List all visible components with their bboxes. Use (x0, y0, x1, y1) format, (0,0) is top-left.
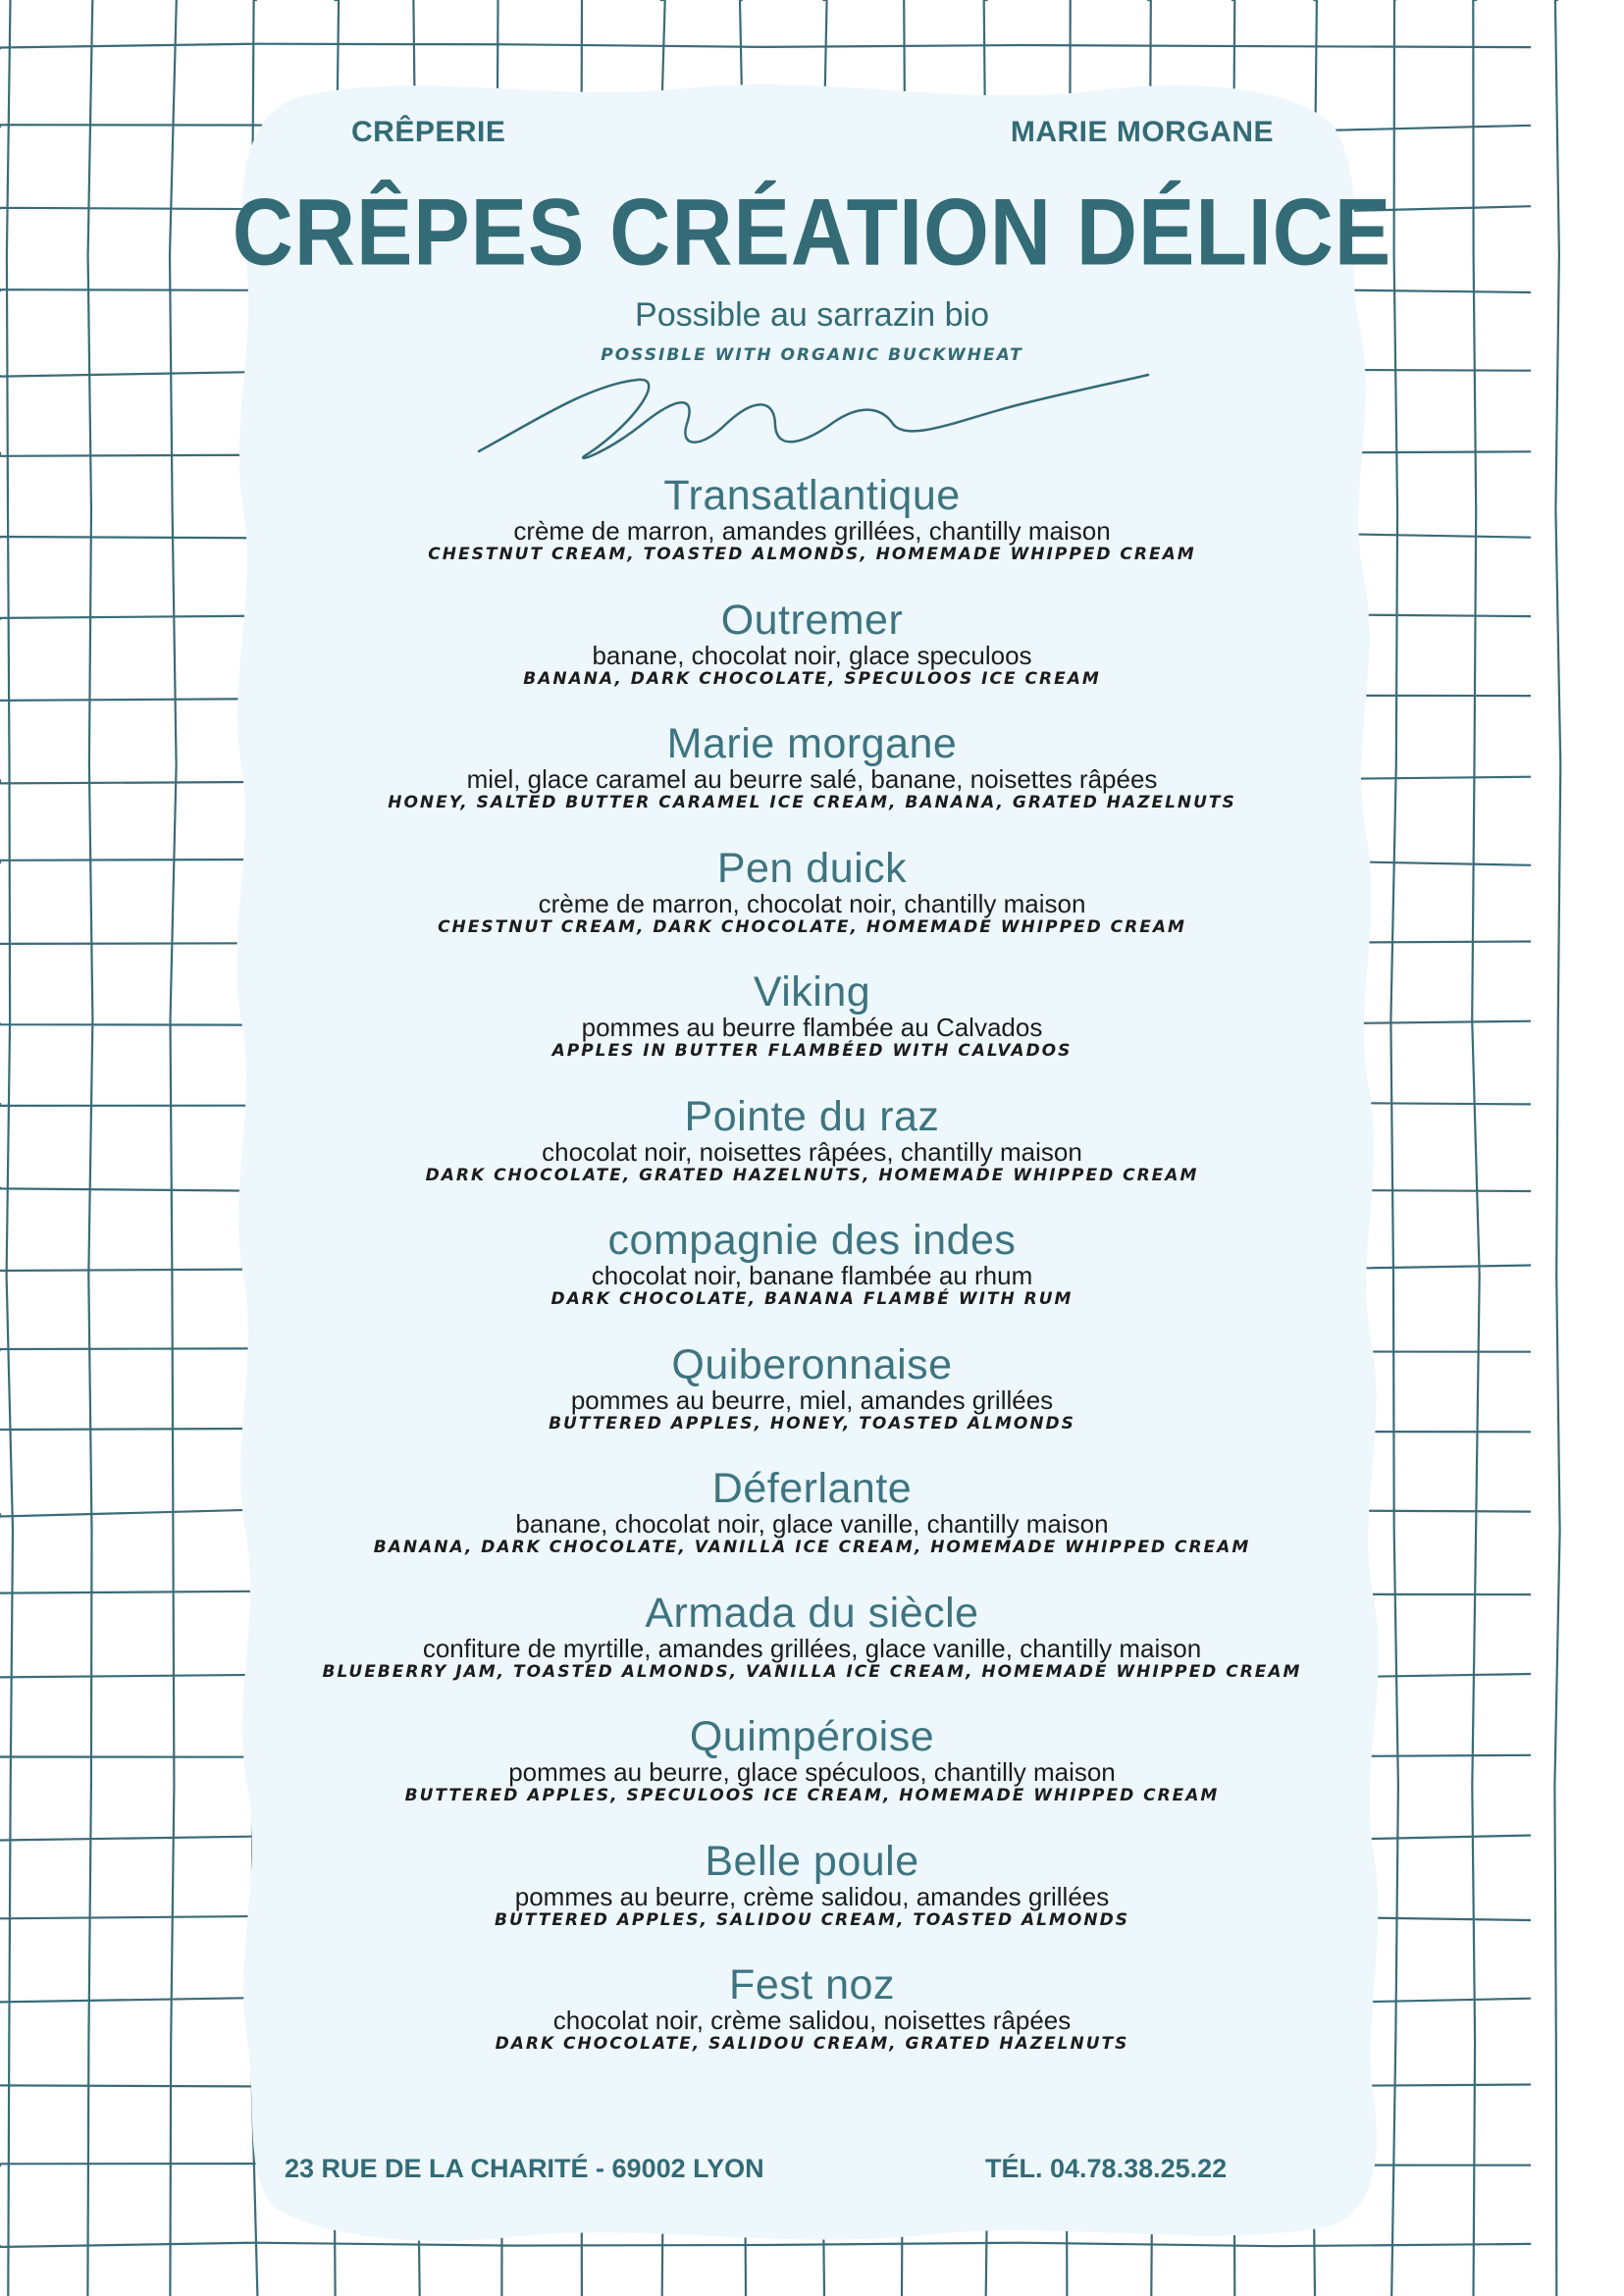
menu-item (245, 721, 1379, 846)
menu-item (245, 1591, 1379, 1715)
crepe-list (245, 473, 1379, 2087)
crepe-name: Quimpéroise (689, 1713, 935, 1760)
menu-item (245, 1714, 1379, 1839)
subtitle-french: Possible au sarrazin bio (635, 296, 989, 334)
crepe-description-en: DARK CHOCOLATE, BANANA FLAMBÉ WITH RUM (550, 1289, 1074, 1309)
crepe-description-en: BANANA, DARK CHOCOLATE, SPECULOOS ICE CREAM (523, 668, 1101, 689)
menu-item (245, 473, 1379, 598)
creperie-label: CRÊPERIE (351, 116, 506, 148)
menu-item (245, 969, 1379, 1094)
crepe-description-fr: miel, glace caramel au beurre salé, banane, noisettes râpées (466, 764, 1158, 794)
crepe-name: Pointe du raz (684, 1092, 940, 1140)
crepe-name: Fest noz (729, 1961, 895, 2009)
crepe-description-en: CHESTNUT CREAM, TOASTED ALMONDS, HOMEMADE WHIPPED CREAM (428, 545, 1196, 564)
address: 23 RUE DE LA CHARITÉ - 69002 LYON (285, 2154, 764, 2183)
crepe-name: Déferlante (711, 1465, 913, 1512)
crepe-description-en: BUTTERED APPLES, HONEY, TOASTED ALMONDS (549, 1413, 1075, 1434)
phone-number: TÉL. 04.78.38.25.22 (985, 2154, 1228, 2183)
crepe-description-en: DARK CHOCOLATE, GRATED HAZELNUTS, HOMEMADE WHIPPED CREAM (425, 1165, 1199, 1185)
crepe-description-fr: confiture de myrtille, amandes grillées, glace vanille, chantilly maison (422, 1633, 1202, 1663)
crepe-name: Outremer (720, 596, 904, 644)
crepe-description-fr: banane, chocolat noir, glace vanille, chantilly maison (515, 1509, 1109, 1539)
crepe-description-fr: pommes au beurre, miel, amandes grillées (570, 1384, 1054, 1415)
menu-item (245, 1962, 1379, 2087)
crepe-description-en: DARK CHOCOLATE, SALIDOU CREAM, GRATED HAZELNUTS (495, 2034, 1129, 2054)
crepe-description-en: BLUEBERRY JAM, TOASTED ALMONDS, VANILLA ICE CREAM, HOMEMADE WHIPPED CREAM (322, 1661, 1302, 1682)
restaurant-name: MARIE MORGANE (1010, 116, 1274, 148)
crepe-name: Transatlantique (663, 472, 961, 519)
crepe-description-en: BUTTERED APPLES, SALIDOU CREAM, TOASTED ALMONDS (495, 1909, 1129, 1930)
crepe-description-fr: pommes au beurre, crème salidou, amandes grillées (514, 1881, 1110, 1911)
crepe-description-en: CHESTNUT CREAM, DARK CHOCOLATE, HOMEMADE WHIPPED CREAM (438, 916, 1186, 937)
crepe-name: Viking (753, 968, 871, 1016)
crepe-description-fr: chocolat noir, banane flambée au rhum (591, 1261, 1033, 1290)
menu-item (245, 1839, 1379, 1963)
crepe-description-fr: crème de marron, amandes grillées, chantilly maison (513, 516, 1111, 546)
menu-item (245, 846, 1379, 970)
menu-item (245, 1218, 1379, 1342)
crepe-name: Marie morgane (666, 720, 958, 767)
menu-item (245, 1466, 1379, 1591)
crepe-description-en: HONEY, SALTED BUTTER CARAMEL ICE CREAM, BANANA, GRATED HAZELNUTS (388, 793, 1236, 812)
crepe-description-fr: chocolat noir, noisettes râpées, chantilly maison (542, 1136, 1082, 1167)
crepe-name: Belle poule (705, 1837, 919, 1885)
crepe-description-fr: banane, chocolat noir, glace speculoos (592, 640, 1032, 670)
crepe-name: compagnie des indes (607, 1217, 1017, 1264)
crepe-description-en: APPLES IN BUTTER FLAMBÉED WITH CALVADOS (551, 1041, 1073, 1061)
crepe-name: Quiberonnaise (671, 1340, 953, 1388)
crepe-description-fr: crème de marron, chocolat noir, chantilly maison (538, 888, 1086, 918)
menu-item (245, 598, 1379, 722)
menu-item (245, 1342, 1379, 1467)
crepe-description-fr: pommes au beurre flambée au Calvados (581, 1013, 1043, 1042)
crepe-description-en: BUTTERED APPLES, SPECULOOS ICE CREAM, HOMEMADE WHIPPED CREAM (404, 1786, 1220, 1805)
menu-title: CRÊPES CRÉATION DÉLICE (232, 180, 1392, 286)
crepe-description-fr: chocolat noir, crème salidou, noisettes râpées (552, 2006, 1072, 2035)
crepe-name: Pen duick (716, 844, 908, 892)
crepe-description-fr: pommes au beurre, glace spéculoos, chantilly maison (508, 1757, 1116, 1787)
subtitle-english: POSSIBLE WITH ORGANIC BUCKWHEAT (601, 345, 1023, 365)
squiggle-decoration (471, 365, 1158, 473)
crepe-name: Armada du siècle (645, 1589, 979, 1637)
crepe-description-en: BANANA, DARK CHOCOLATE, VANILLA ICE CREAM, HOMEMADE WHIPPED CREAM (373, 1538, 1251, 1557)
menu-item (245, 1094, 1379, 1219)
